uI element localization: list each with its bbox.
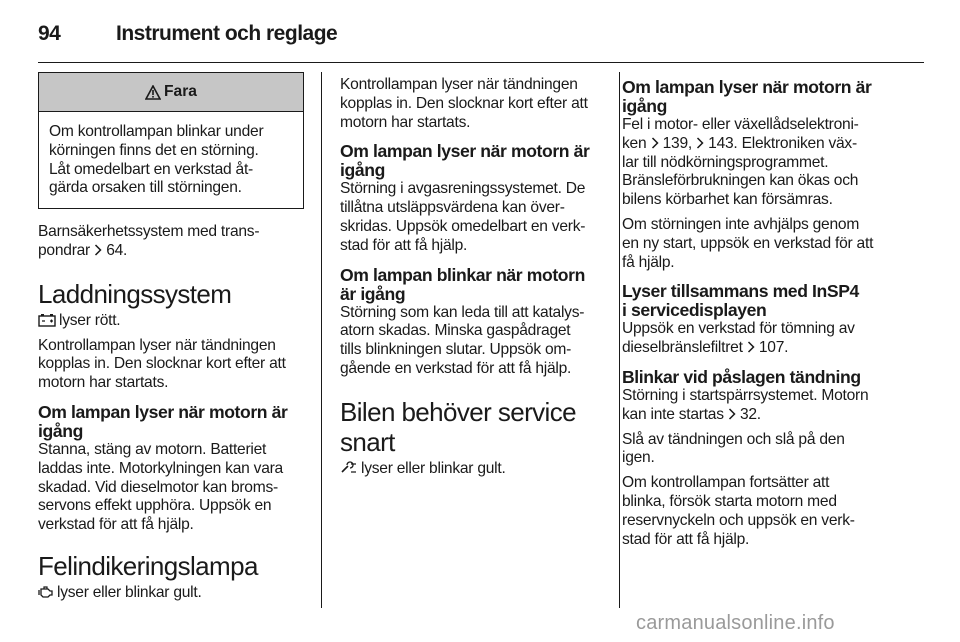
paragraph (622, 474, 904, 549)
danger-text (39, 112, 303, 208)
text-line (38, 584, 306, 603)
text-line: gående en verkstad för att få hjälp. (340, 359, 572, 377)
text-span: lyser rött. (59, 311, 121, 329)
page-reference[interactable]: 143. Elektroniken väx- (708, 134, 857, 152)
text-line: Fel i motor- eller växellådselektroni- (622, 116, 859, 133)
text-line: servons effekt upphöra. Uppsök en (38, 497, 272, 515)
text-line: Låt omedelbart en verkstad åt- (49, 160, 253, 178)
text-line: stad för att få hjälp. (340, 236, 468, 254)
text-line: verkstad för att få hjälp. (38, 516, 194, 534)
paragraph (340, 180, 604, 255)
warning-triangle-icon (145, 85, 161, 100)
paragraph (622, 431, 904, 469)
paragraph (38, 441, 306, 535)
text-line: Uppsök en verkstad för tömning av (622, 320, 855, 338)
page-reference[interactable]: 139, (662, 134, 692, 152)
page-title: Instrument och reglage (116, 22, 338, 45)
paragraph (340, 76, 604, 132)
battery-icon (38, 313, 56, 327)
page-reference[interactable]: 32. (739, 405, 761, 423)
heading-line: igång (38, 420, 83, 441)
text-line: Om kontrollampan fortsätter att (622, 474, 830, 492)
page-reference-arrow-icon (94, 244, 102, 256)
heading-line: i servicedisplayen (622, 300, 767, 321)
text-span: dieselbränslefiltret (622, 339, 743, 357)
heading-line: är igång (340, 283, 406, 304)
subsection-heading: Blinkar vid påslagen tändning (622, 366, 861, 387)
paragraph (622, 320, 904, 358)
subsection-heading (622, 78, 904, 116)
text-line: reservnyckeln och uppsök en verk- (622, 511, 855, 529)
page-reference-arrow-icon (728, 408, 736, 420)
text-line (622, 339, 904, 358)
text-line: Om kontrollampan blinkar under (49, 123, 264, 140)
text-line: tillåtna utsläppsvärdena kan över- (340, 199, 565, 217)
text-line: atorn skadas. Minska gaspådraget (340, 322, 571, 340)
heading-line: Bilen behöver service (340, 396, 576, 427)
column-3 (622, 72, 904, 549)
heading-line: Om lampan lyser när motorn är (38, 401, 288, 422)
text-span: lyser eller blinkar gult. (57, 583, 202, 601)
column-1 (38, 72, 306, 603)
text-line: gärda orsaken till störningen. (49, 179, 242, 197)
page-header (38, 18, 924, 63)
text-line: få hjälp. (622, 253, 675, 271)
text-line: motorn har startats. (340, 113, 471, 131)
paragraph (622, 387, 904, 425)
text-span: lyser eller blinkar gult. (361, 459, 506, 477)
text-span: pondrar (38, 241, 90, 259)
subsection-heading (38, 403, 306, 441)
text-line: motorn har startats. (38, 374, 169, 392)
text-line: skridas. Uppsök omedelbart en verk- (340, 217, 586, 235)
page-reference-arrow-icon (651, 137, 659, 149)
text-line: Barnsäkerhetssystem med trans- (38, 223, 260, 241)
heading-line: igång (340, 160, 385, 181)
heading-line: igång (622, 96, 667, 116)
text-line: bilens körbarhet kan försämras. (622, 191, 833, 209)
text-line (340, 460, 604, 479)
text-line: Kontrollampan lyser när tändningen (38, 336, 276, 354)
text-line: kopplas in. Den slocknar kort efter att (38, 355, 286, 373)
text-line (38, 312, 306, 331)
text-line: Stanna, stäng av motorn. Batteriet (38, 440, 267, 458)
paragraph (622, 116, 904, 210)
text-line (38, 242, 306, 261)
text-line: kopplas in. Den slocknar kort efter att (340, 94, 588, 112)
text-line: laddas inte. Motorkylningen kan vara (38, 459, 283, 477)
section-heading-mil: Felindikeringslampa (38, 550, 258, 581)
text-span: ken (622, 134, 647, 152)
subsection-heading (340, 142, 604, 180)
danger-box-header (39, 73, 303, 112)
text-line: igen. (622, 449, 655, 467)
text-line (622, 135, 904, 154)
text-line: Kontrollampan lyser när tändningen (340, 76, 578, 93)
paragraph (38, 337, 306, 393)
heading-line: Lyser tillsammans med InSP4 (622, 281, 859, 302)
subsection-heading (622, 282, 904, 320)
text-line: Störning i avgasreningssystemet. De (340, 180, 586, 198)
text-line: Störning som kan leda till att katalys- (340, 303, 585, 321)
heading-line: Om lampan lyser när motorn är (622, 77, 872, 97)
text-line: körningen finns det en störning. (49, 141, 259, 159)
text-line: stad för att få hjälp. (622, 530, 750, 548)
page-reference-arrow-icon (747, 341, 755, 353)
section-heading-charging: Laddningssystem (38, 278, 232, 309)
paragraph (622, 216, 904, 272)
service-wrench-icon (340, 461, 358, 475)
page-reference[interactable]: 64. (106, 241, 128, 259)
text-line: Slå av tändningen och slå på den (622, 430, 845, 448)
text-span: kan inte startas (622, 405, 724, 423)
column-divider (321, 72, 322, 608)
page-reference-arrow-icon (696, 137, 704, 149)
heading-line: snart (340, 426, 395, 457)
check-engine-icon (38, 585, 54, 599)
heading-line: Om lampan lyser när motorn är (340, 141, 590, 162)
text-line: Bränsleförbrukningen kan ökas och (622, 172, 859, 190)
danger-box (38, 72, 304, 209)
page-reference[interactable]: 107. (758, 339, 789, 357)
page-number: 94 (38, 22, 61, 45)
heading-line: Om lampan blinkar när motorn (340, 264, 585, 285)
column-2 (340, 72, 604, 479)
text-line: Om störningen inte avhjälps genom (622, 215, 860, 233)
immobiliser-paragraph (38, 223, 306, 261)
watermark: carmanualsonline.info (636, 612, 835, 634)
subsection-heading (340, 266, 604, 304)
danger-heading: Fara (164, 83, 197, 100)
text-line: skadad. Vid dieselmotor kan broms- (38, 478, 278, 496)
text-line: en ny start, uppsök en verkstad för att (622, 234, 874, 252)
column-divider (619, 72, 620, 608)
text-line: Störning i startspärrsystemet. Motorn (622, 386, 869, 404)
section-heading-service (340, 397, 604, 457)
text-line: lar till nödkörningsprogrammet. (622, 153, 829, 171)
text-line (622, 406, 904, 425)
text-line: tills blinkningen slutar. Uppsök om- (340, 341, 572, 359)
paragraph (340, 304, 604, 379)
text-line: blinka, försök starta motorn med (622, 492, 837, 510)
